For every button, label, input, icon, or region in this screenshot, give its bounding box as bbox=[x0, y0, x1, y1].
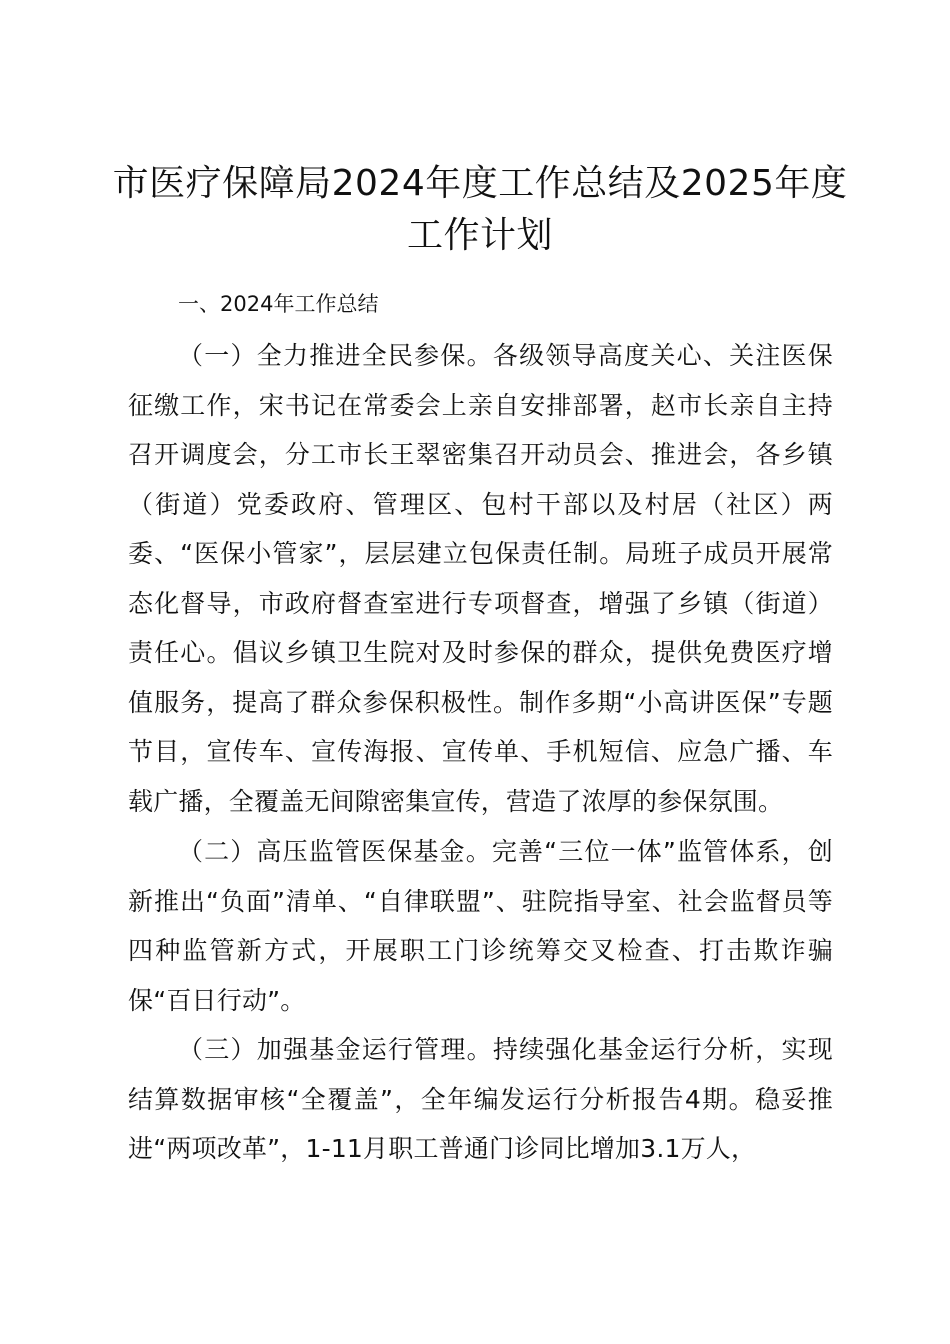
document-title: 市医疗保障局2024年度工作总结及2025年度工作计划 bbox=[112, 163, 848, 256]
paragraph-enrollment: （一）全力推进全民参保。各级领导高度关心、关注医保征缴工作，宋书记在常委会上亲自安排部署，赵市长亲自主持召开调度会，分工市长王翠密集召开动员会、推进会，各乡镇（街道）党委政府、管理区、包村干部以及村居（社区）两委、“医保小管家”，层层建立包保责任制。局班子成员开展常态化督导，市政府督查室进行专项督查，增强了乡镇（街道）责任心。倡议乡镇卫生院对及时参保的群众，提供免费医疗增值服务，提高了群众参保积极性。制作多期“小高讲医保”专题节目，宣传车、宣传海报、宣传单、手机短信、应急广播、车载广播，全覆盖无间隙密集宣传，营造了浓厚的参保氛围。 bbox=[128, 341, 833, 816]
paragraph-fund-supervision: （二）高压监管医保基金。完善“三位一体”监管体系，创新推出“负面”清单、“自律联盟”、驻院指导室、社会监督员等四种监管新方式，开展职工门诊统筹交叉检查、打击欺诈骗保“百日行动”。 bbox=[128, 837, 833, 1015]
paragraph-fund-management: （三）加强基金运行管理。持续强化基金运行分析，实现结算数据审核“全覆盖”，全年编发运行分析报告4期。稳妥推进“两项改革”，1-11月职工普通门诊同比增加3.1万人， bbox=[128, 1035, 833, 1163]
section-heading: 一、2024年工作总结 bbox=[178, 292, 379, 316]
